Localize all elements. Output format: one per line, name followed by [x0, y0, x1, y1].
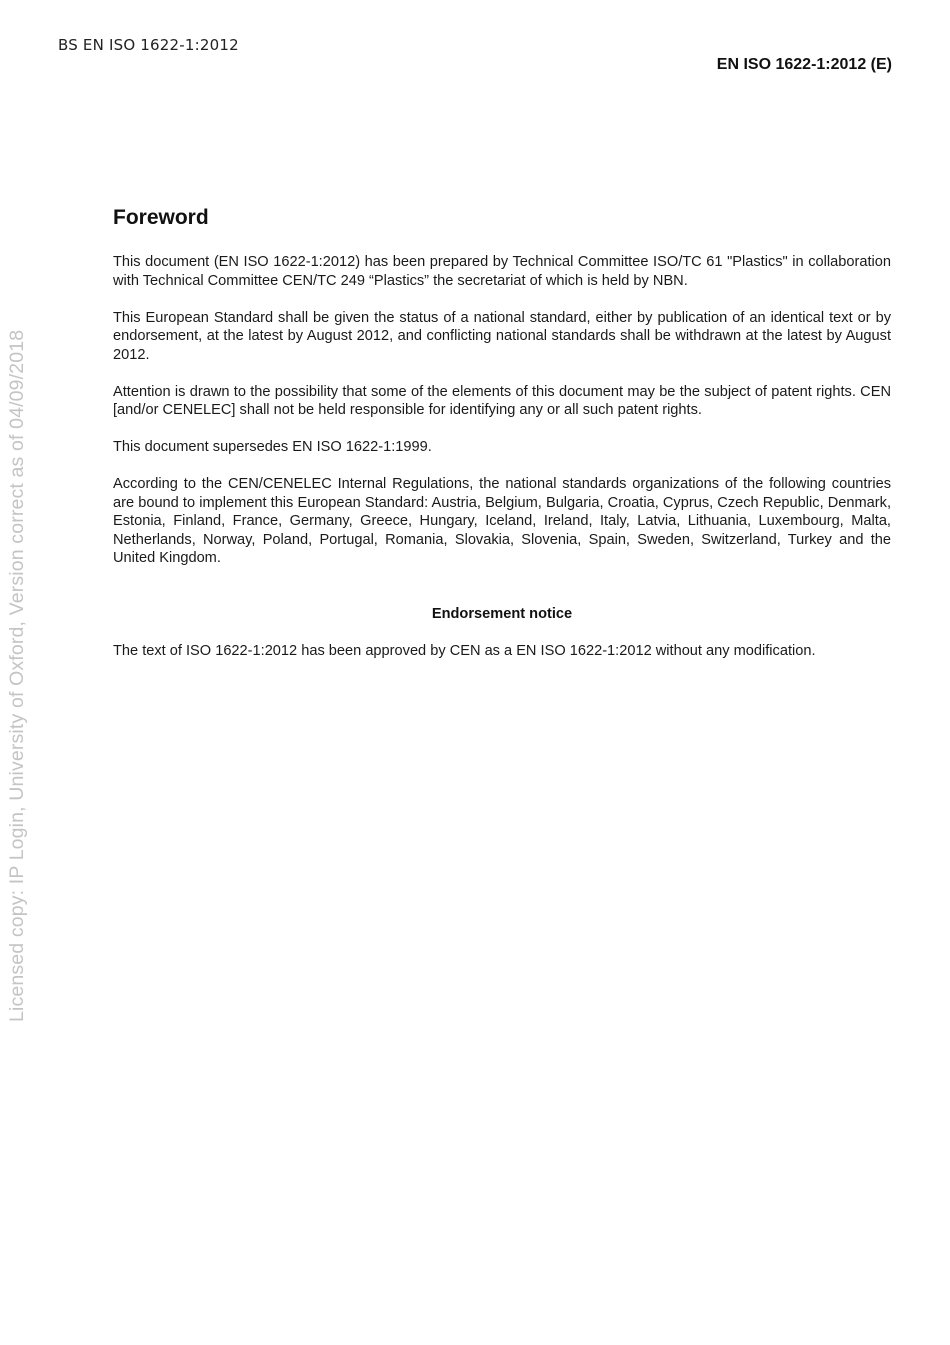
endorsement-text: The text of ISO 1622-1:2012 has been approved by CEN as a EN ISO 1622-1:2012 without any modification. — [113, 643, 816, 659]
foreword-heading: Foreword — [113, 206, 209, 229]
foreword-paragraph-patent: Attention is drawn to the possibility that some of the elements of this document may be the subject of patent rights. CEN [and/or CENELEC] shall not be held responsible for identifying any or all such patent rights. — [113, 383, 891, 418]
license-watermark: Licensed copy: IP Login, University of Oxford, Version correct as of 04/09/2018 — [6, 329, 28, 1022]
foreword-paragraph-countries: According to the CEN/CENELEC Internal Regulations, the national standards organizations of the following countries are bound to implement this European Standard: Austria, Belgium, Bulgaria, Croatia, Cyprus, Czech Republic, Denmark, Estonia, Finland, France, Germany, Greece, Hungary, Iceland, Ireland, Italy, Latvia, Lithuania, Luxembourg, Malta, Netherlands, Norway, Poland, Portugal, Romania, Slovakia, Slovenia, Spain, Sweden, Switzerland, Turkey and the United Kingdom. — [113, 476, 891, 566]
document-body — [113, 206, 891, 679]
foreword-paragraph-status: This European Standard shall be given the status of a national standard, either by publication of an identical text or by endorsement, at the latest by August 2012, and conflicting national standards shall be withdrawn at the latest by August 2012. — [113, 309, 891, 363]
foreword-paragraph-preparation: This document (EN ISO 1622-1:2012) has been prepared by Technical Committee ISO/TC 61 "Plastics" in collaboration with Technical Committee CEN/TC 249 “Plastics” the secretariat of which is held by NBN. — [113, 254, 891, 289]
foreword-paragraph-supersedes: This document supersedes EN ISO 1622-1:1999. — [113, 439, 432, 455]
endorsement-heading: Endorsement notice — [431, 605, 573, 622]
en-document-reference: EN ISO 1622-1:2012 (E) — [716, 56, 892, 73]
bs-document-reference: BS EN ISO 1622-1:2012 — [58, 36, 239, 54]
